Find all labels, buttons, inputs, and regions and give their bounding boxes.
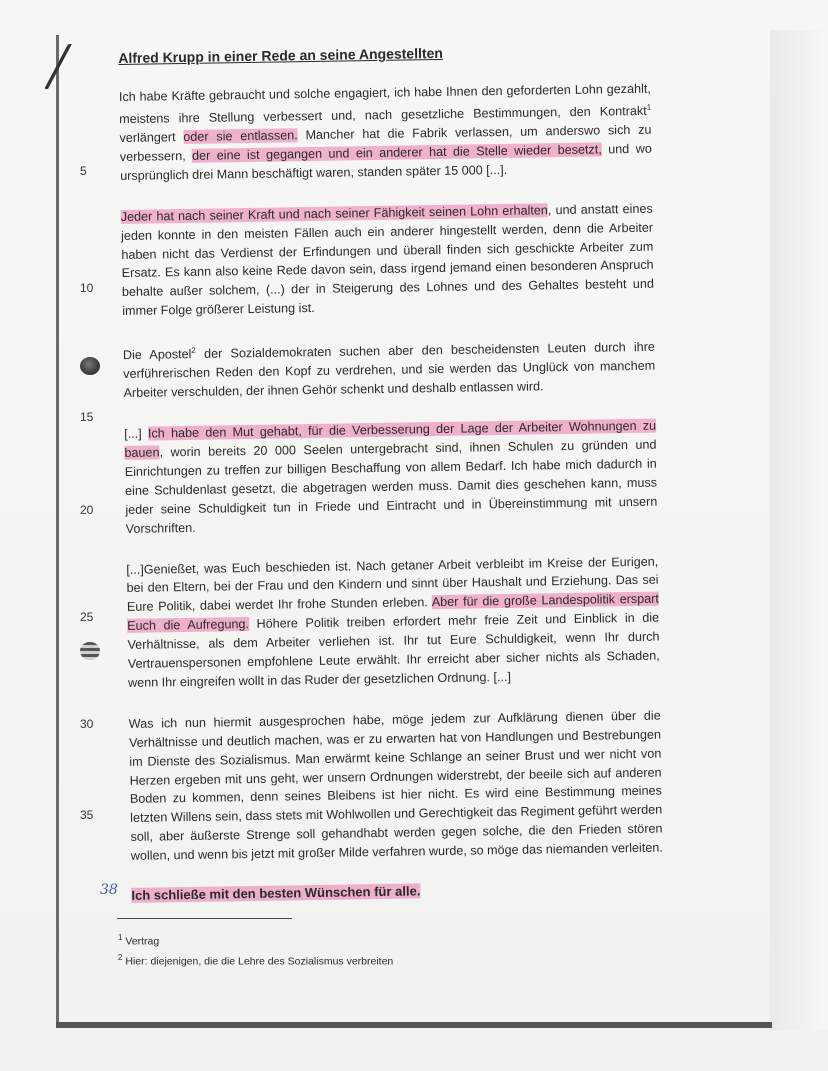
footnote-ref: 2: [191, 345, 196, 356]
document-title: Alfred Krupp in einer Rede an seine Angestellten: [118, 44, 444, 66]
text-run: der Sozialdemokraten suchen aber den bescheidensten Leuten durch ihre verführerischen Reden den Kopf zu verdrehen, und sie werden das Unglück von manchem Arbeiter verschulden, der ihnen Gehör schenkt und deshalb entlassen wird.: [123, 339, 656, 401]
paragraphs: [119, 80, 663, 866]
footnote-text: Vertrag: [125, 935, 160, 948]
paragraph: [123, 335, 656, 403]
footnote-rule: [117, 918, 292, 919]
line-number: 35: [80, 808, 94, 822]
footnote-number: 2: [118, 952, 123, 962]
text-run: Was ich nun hiermit ausgesprochen habe, möge jedem zur Aufklärung dienen über die Verhältnisse und deutlich machen, was er zu erwarten hat von Handlungen und Bestrebungen im Dienste des Sozialismus. Man erwärmt keine Schlange an seiner Brust und wer nicht von Herzen ergeben mit uns geht, wer unsern Ordnungen widerstrebt, der beeile sich auf anderen Boden zu kommen, denn seines Bleibens ist hier nicht. Es wird eine Bestimmung meines letzten Willens sein, dass stets mit Wohlwollen und Gerechtigkeit das Regiment geführt werden soll, aber äußerste Strenge soll gehandhabt werden gegen solche, die den Frieden stören wollen, und wenn bis jetzt mit großer Milde verfahren wurde, so möge das niemanden verleiten.: [128, 708, 663, 864]
page-bottom-edge: [56, 1022, 772, 1028]
line-number: 20: [80, 503, 94, 517]
line-number: 5: [80, 164, 87, 178]
text-run: , worin bereits 20 000 Seelen untergebracht sind, ihnen Schulen zu gründen und Einrichtungen zu treffen zur billigen Beschaffung von allem Bedarf. Ich habe mich dadurch in eine Schuldenlast gesetzt, die abgetragen werden muss. Damit dies geschehen kann, muss jeder seine Schuldigkeit tun in Friede und Eintracht und in Übereinstimmung mit unsern Vorschriften.: [124, 437, 658, 536]
page-shadow: [770, 30, 828, 1030]
text-run: [...]: [124, 426, 149, 442]
text-run: verlängert: [119, 129, 184, 145]
punch-hole: [80, 357, 100, 375]
text-run: [...]Genießet, was Euch beschieden ist. Nach getaner Arbeit verbleibt im Kreise der Eurigen, bei den Eltern, bei der Frau und den Kindern und sinnt über Haushalt und Erziehung. Das sei Eure Politik, dabei werdet Ihr frohe Stunden erleben.: [126, 554, 659, 615]
highlighted-text: Ich habe den Mut gehabt, für die Verbesserung der Lage der Arbeiter Wohnungen zu bauen: [124, 418, 657, 460]
text-run: und wo ursprünglich drei Mann beschäftigt waren, standen später 15 000 [...].: [120, 141, 652, 183]
paragraph: [124, 417, 658, 539]
closing-text: Ich schließe mit den besten Wünschen für alle.: [131, 883, 421, 903]
line-number: 30: [80, 717, 94, 731]
text-run: Höhere Politik treiben erfordert mehr freie Zeit und Einblick in die Verhältnisse, als dem Arbeiter verliehen ist. Ihr tut Eure Schuldigkeit, wenn Ihr durch Vertrauenspersonen empfohlene Leute erwählt. Ihr erreicht aber sicher nichts als Schaden, wenn Ihr eingreifen wollt in das Ruder der gesetzlichen Ordnung. [...]: [127, 610, 660, 690]
text-run: Mancher hat die Fabrik verlassen, um anderswo sich zu verbessern,: [119, 122, 652, 164]
paragraph: [121, 199, 655, 321]
highlighted-text: Jeder hat nach seiner Kraft und nach seiner Fähigkeit seinen Lohn erhalten: [120, 202, 548, 224]
line-number: 10: [80, 281, 94, 295]
footnotes: [118, 930, 393, 969]
text-run: Die Apostel: [122, 347, 192, 363]
staple-mark: [44, 44, 94, 89]
footnote: [118, 930, 393, 950]
handwritten-number: 38: [100, 882, 118, 898]
text-run: Ich habe Kräfte gebraucht und solche engagiert, ich habe Ihnen den geforderten Lohn gezahlt, meistens ihre Stellung verbessert und, nach gesetzliche Bestimmungen, den Kontrakt: [118, 81, 651, 127]
highlighted-text: oder sie entlassen.: [183, 128, 298, 144]
document-body: [118, 32, 663, 903]
footnote-ref: 1: [646, 102, 652, 112]
highlighted-text: der eine ist gegangen und ein anderer hat die Stelle wieder besetzt,: [191, 142, 602, 163]
line-number: 25: [80, 610, 94, 624]
line-number: 15: [80, 410, 94, 424]
footnote-number: 1: [118, 933, 123, 942]
page-left-edge: [56, 35, 59, 1025]
paragraph: [126, 552, 660, 693]
highlighted-text: Aber für die große Landespolitik erspart Euch die Aufregung.: [127, 591, 659, 634]
paragraph: [119, 80, 652, 186]
text-run: , und anstatt eines jeden konnte in den meisten Fällen auch ein anderer hingestellt werden, denn die Arbeiter haben nicht das Verdienst der Erfindungen und überall finden sich geschickte Arbeiter zum Ersatz. Es kann also keine Rede davon sein, dass irgend jemand einen besonderen Anspruch behalte außer solchem, (...) der in Steigerung des Lohnes und des Gehaltes besteht und immer Folge größerer Leistung ist.: [120, 201, 655, 319]
paragraph: [129, 706, 663, 866]
footnote: [118, 950, 393, 970]
footnote-text: Hier: diejenigen, die die Lehre des Sozialismus verbreiten: [125, 955, 394, 967]
closing-line: [131, 880, 663, 903]
punch-hole: [80, 642, 100, 660]
